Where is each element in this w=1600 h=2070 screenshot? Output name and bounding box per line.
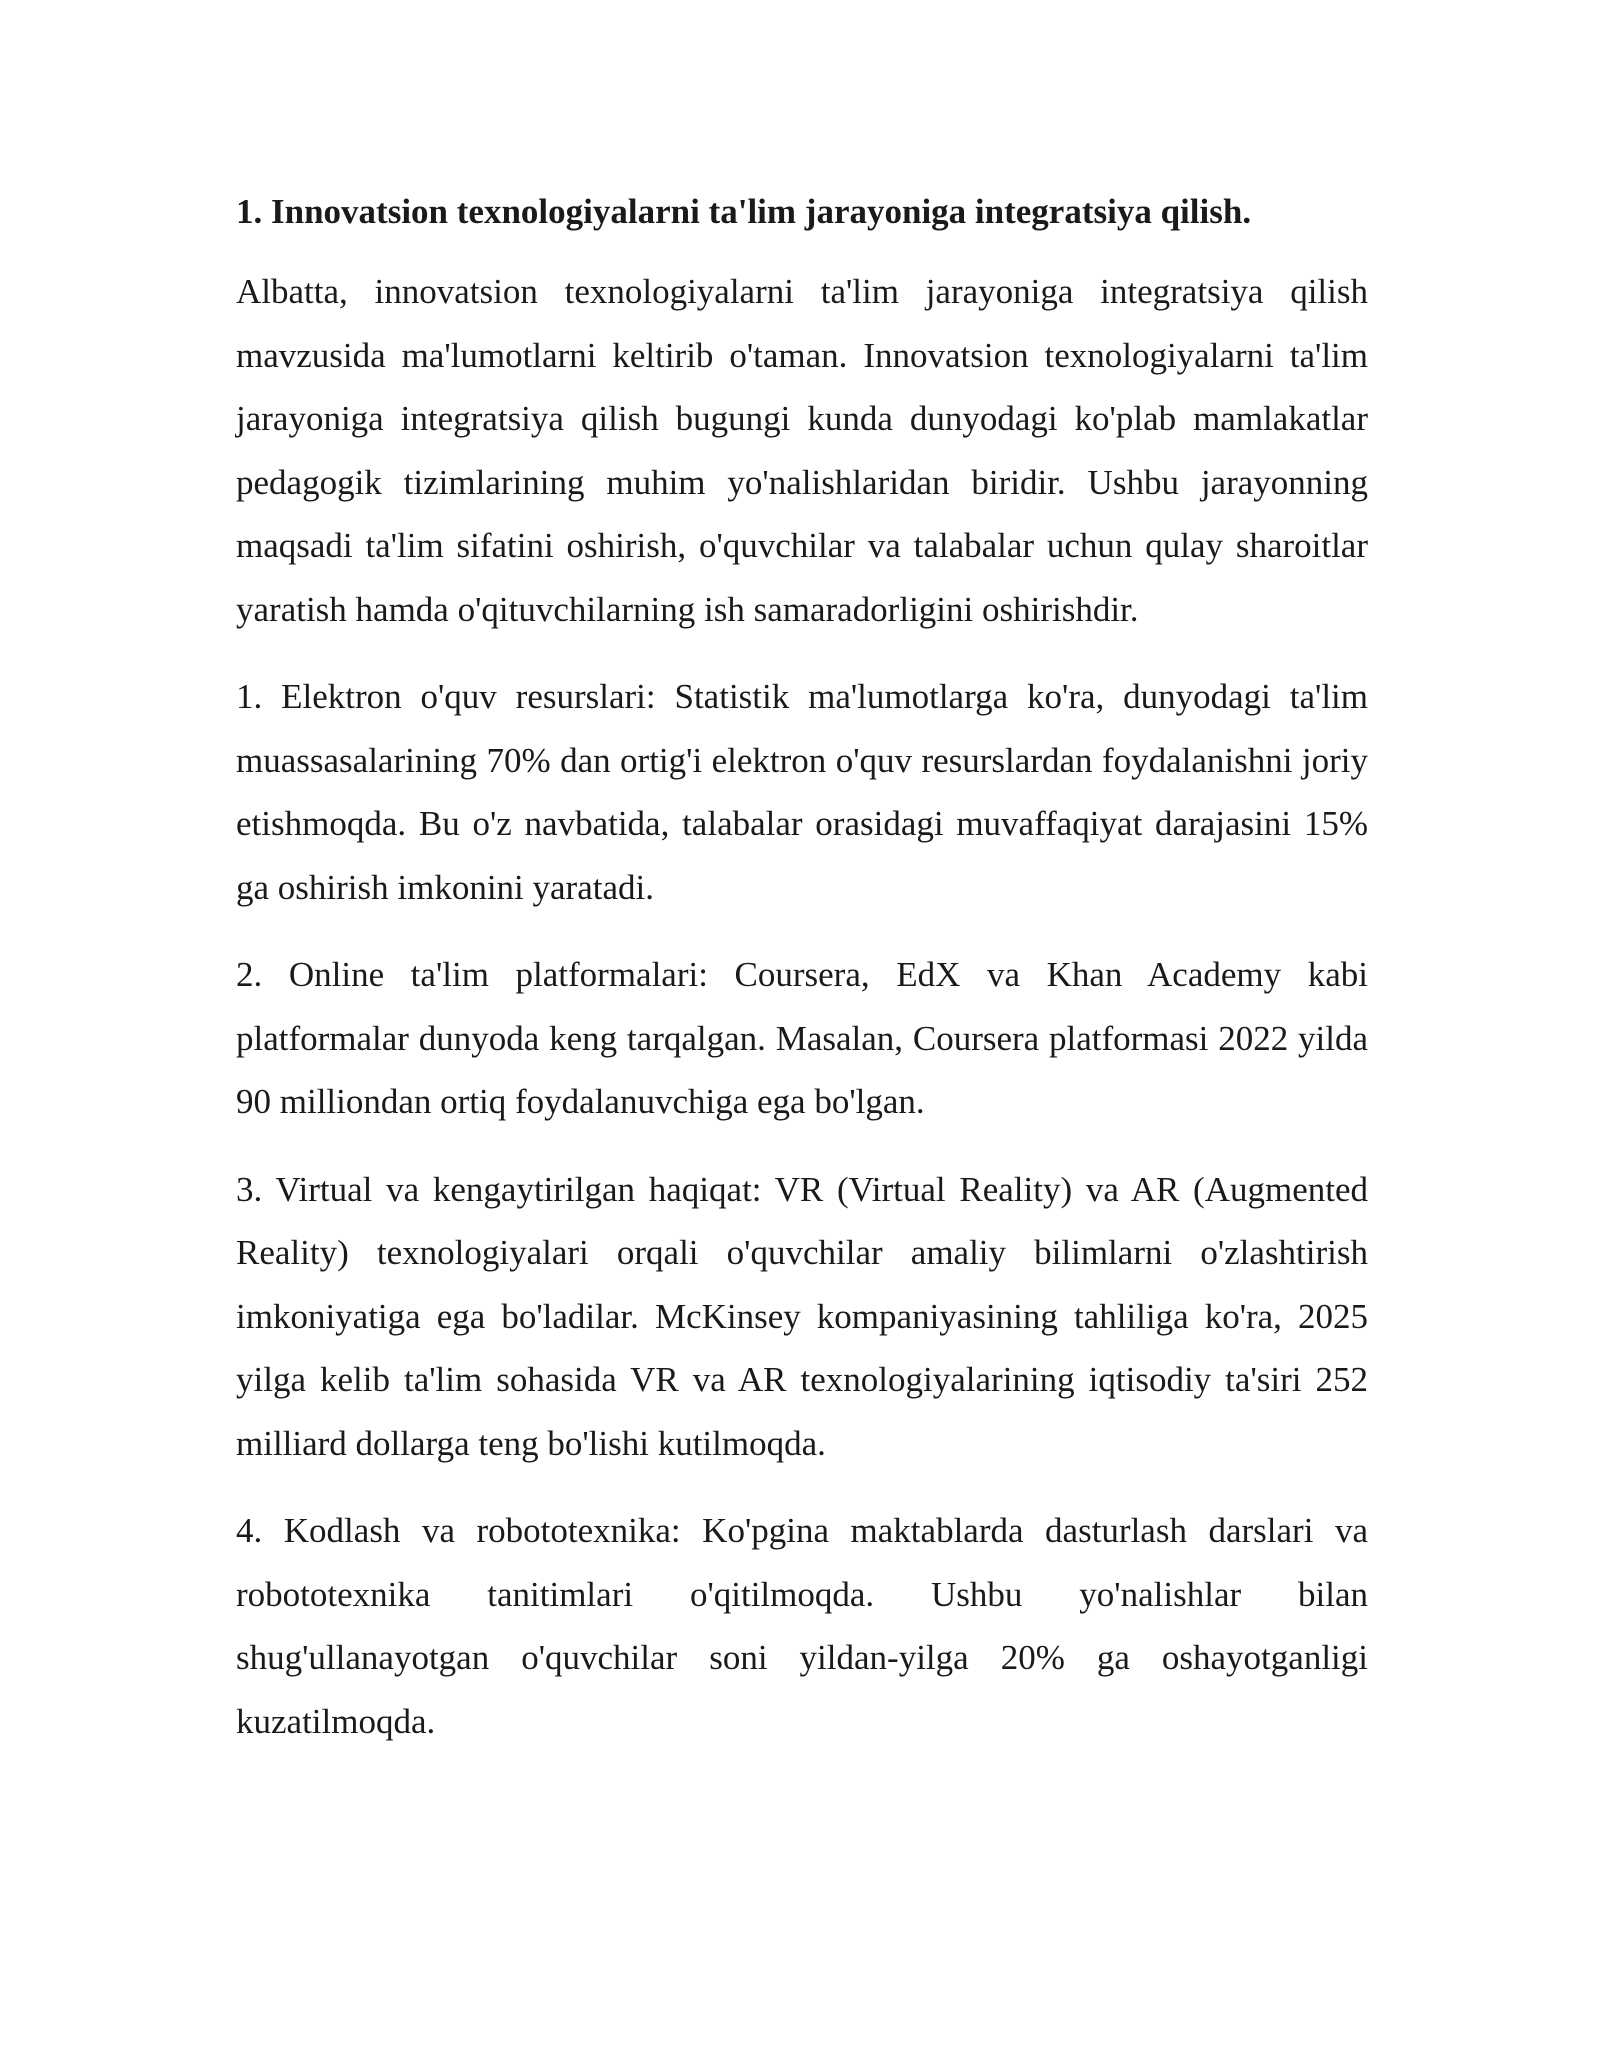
section-heading: 1. Innovatsion texnologiyalarni ta'lim jarayoniga integratsiya qilish. [236,192,1252,231]
paragraph-electronic-resources: 1. Elektron o'quv resurslari: Statistik ma'lumotlarga ko'ra, dunyodagi ta'lim muassasalarining 70% dan ortig'i elektron o'quv resurslardan foydalanishni joriy etishmoqda. Bu o'z navbatida, talabalar orasidagi muvaffaqiyat darajasini 15% ga oshirish imkonini yaratadi. [236,677,1368,907]
paragraph-coding-robotics: 4. Kodlash va robototexnika: Ko'pgina maktablarda dasturlash darslari va robototexnika tanitimlari o'qitilmoqda. Ushbu yo'nalishlar bilan shug'ullanayotgan o'quvchilar soni yildan-yilga 20% ga oshayotganligi kuzatilmoqda. [236,1511,1368,1741]
intro-paragraph: Albatta, innovatsion texnologiyalarni ta'lim jarayoniga integratsiya qilish mavzusida ma'lumotlarni keltirib o'taman. Innovatsion texnologiyalarni ta'lim jarayoniga integratsiya qilish bugungi kunda dunyodagi ko'plab mamlakatlar pedagogik tizimlarining muhim yo'nalishlaridan biridir. Ushbu jarayonning maqsadi ta'lim sifatini oshirish, o'quvchilar va talabalar uchun qulay sharoitlar yaratish hamda o'qituvchilarning ish samaradorligini oshirishdir. [236,272,1368,629]
paragraph-virtual-reality: 3. Virtual va kengaytirilgan haqiqat: VR (Virtual Reality) va AR (Augmented Reality) texnologiyalari orqali o'quvchilar amaliy bilimlarni o'zlashtirish imkoniyatiga ega bo'ladilar. McKinsey kompaniyasining tahliliga ko'ra, 2025 yilga kelib ta'lim sohasida VR va AR texnologiyalarining iqtisodiy ta'siri 252 milliard dollarga teng bo'lishi kutilmoqda. [236,1169,1368,1463]
paragraph-online-platforms: 2. Online ta'lim platformalari: Coursera, EdX va Khan Academy kabi platformalar dunyoda keng tarqalgan. Masalan, Coursera platformasi 2022 yilda 90 milliondan ortiq foydalanuvchiga ega bo'lgan. [236,955,1368,1121]
